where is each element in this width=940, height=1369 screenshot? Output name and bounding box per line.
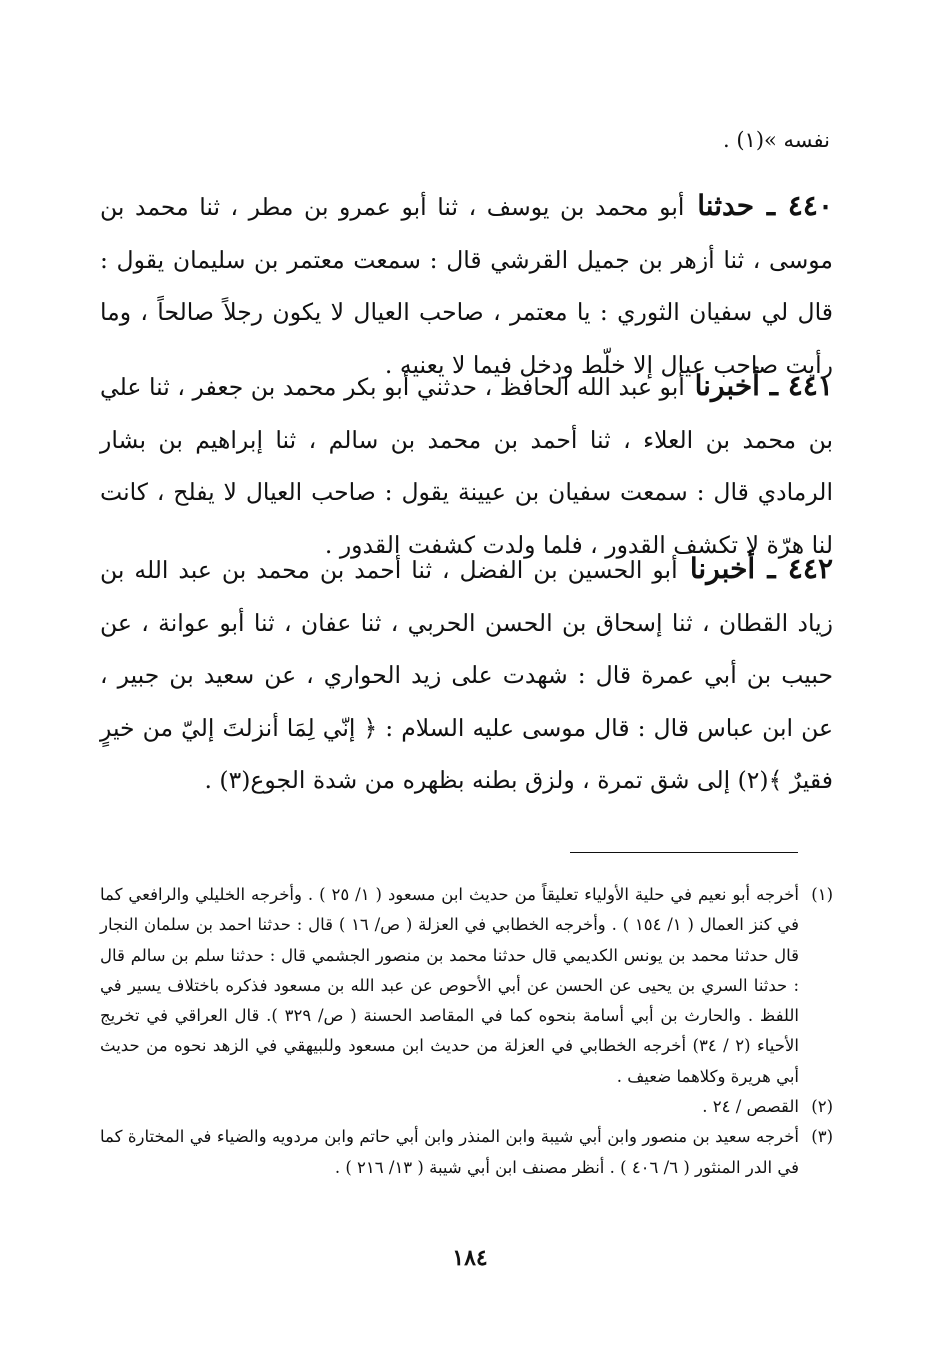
hadith-441-number: ٤٤١ ـ أخبرنا bbox=[684, 369, 833, 402]
footnote-2-number: (٢) bbox=[811, 1097, 833, 1117]
footnote-3-text: أخرجه سعيد بن منصور وابن أبي شيبة وابن المنذر وابن أبي حاتم وابن مردويه والضياء في المختارة كما في الدر المنثور ( ٦/ ٤٠٦ ) . أنظر مصنف ابن أبي شيبة ( ١٣/ ٢١٦ ) . bbox=[100, 1127, 799, 1177]
footnote-separator bbox=[570, 852, 798, 853]
continuation-line: نفسه »(١) . bbox=[722, 128, 830, 152]
hadith-441 bbox=[100, 360, 833, 571]
hadith-441-text: أبو عبد الله الحافظ ، حدثني أبو بكر محمد بن جعفر ، ثنا علي بن محمد بن العلاء ، ثنا أحمد بن محمد بن سالم ، ثنا إبراهيم بن بشار الرمادي قال : سمعت سفيان بن عيينة يقول : صاحب العيال لا يفلح ، كانت لنا هرّة لا تكشف القدور ، فلما ولدت كشفت القدور . bbox=[100, 373, 834, 559]
hadith-440-text: أبو محمد بن يوسف ، ثنا أبو عمرو بن مطر ، ثنا محمد بن موسى ، ثنا أزهر بن جميل القرشي قال : سمعت معتمر بن سليمان يقول : قال لي سفيان الثوري : يا معتمر ، صاحب العيال لا يكون رجلاً صالحاً ، وما رأيت صاحب عيال إلا خلّط ودخل فيما لا يعنيه . bbox=[100, 193, 833, 379]
hadith-442-number: ٤٤٢ ـ أخبرنا bbox=[677, 552, 833, 585]
hadith-442 bbox=[100, 543, 833, 807]
footnote-1-text: أخرجه أبو نعيم في حلية الأولياء تعليقاً من حديث ابن مسعود ( ١/ ٢٥ ) . وأخرجه الخليلي والرافعي كما في كنز العمال ( ١/ ١٥٤ ) . وأخرجه الخطابي في العزلة ( ص/ ١٦ ) قال : حدثنا احمد بن سلمان النجار قال حدثنا محمد بن يونس الكديمي قال حدثنا محمد بن منصور الجشمي قال : حدثنا سلم بن سالم قال : حدثنا السري بن يحيى عن الحسن عن أبي الأحوص عن عبد الله بن مسعود فذكره باختلاف يسير في اللفظ . والحارث بن أبي أسامة بنحوه كما في المقاصد الحسنة ( ص/ ٣٢٩ ). قال العراقي في تخريج الأحياء (٢ / ٣٤) أخرجه الخطابي في العزلة من حديث ابن مسعود وللبيهقي في الزهد نحوه من حديث أبي هريرة وكلاهما ضعيف . bbox=[100, 885, 799, 1086]
footnote-3 bbox=[100, 1122, 833, 1183]
footnote-1-number: (١) bbox=[811, 885, 833, 904]
hadith-442-text: أبو الحسين بن الفضل ، ثنا أحمد بن محمد بن عبد الله بن زياد القطان ، ثنا إسحاق بن الحسن الحربي ، ثنا عفان ، ثنا أبو عوانة ، عن حبيب بن أبي عمرة قال : شهدت على زيد الحواري ، عن سعيد بن جبير ، عن ابن عباس قال : قال موسى عليه السلام : ﴿ إنّي لِمَا أنزلتَ إليّ من خيرٍ فقيرٌ ﴾(٢) إلى شق تمرة ، ولزق بطنه بظهره من شدة الجوع(٣) . bbox=[100, 556, 833, 794]
page-number: ١٨٤ bbox=[452, 1245, 488, 1271]
hadith-440-number: ٤٤٠ ـ حدثنا bbox=[684, 189, 833, 222]
footnote-2-text: القصص / ٢٤ . bbox=[702, 1097, 799, 1117]
footnote-3-number: (٣) bbox=[811, 1127, 833, 1147]
footnote-1 bbox=[100, 880, 833, 1092]
footnote-2 bbox=[100, 1092, 833, 1122]
footnotes bbox=[100, 880, 833, 1183]
